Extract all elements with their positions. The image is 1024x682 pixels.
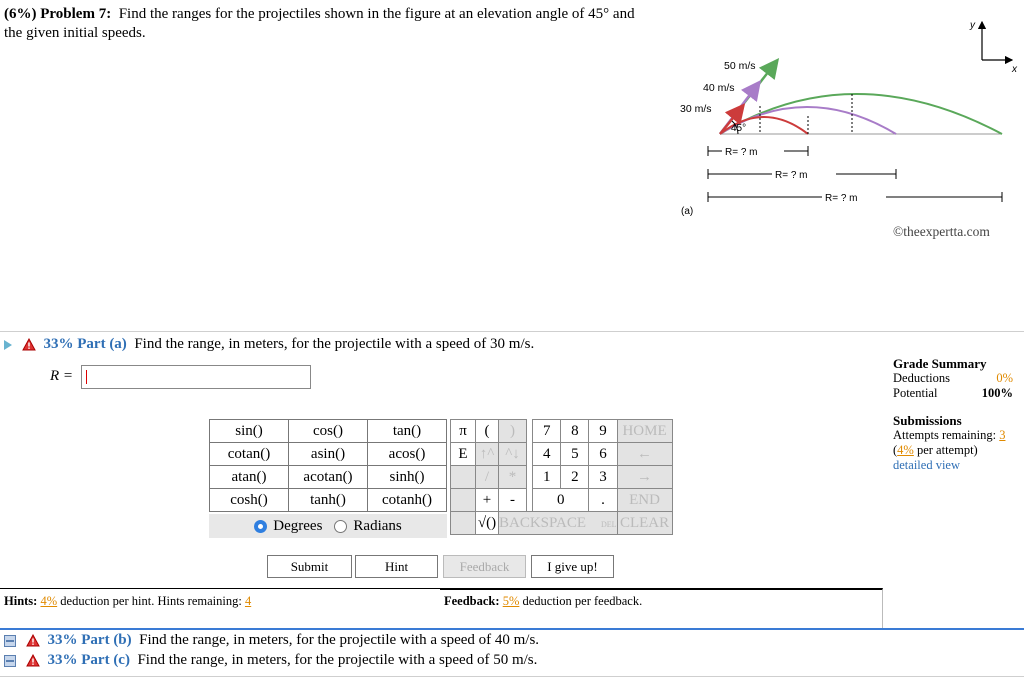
key-sqrt[interactable]: √() <box>476 512 499 535</box>
key-pi[interactable]: π <box>451 420 476 443</box>
per-attempt-label: per attempt) <box>916 443 978 457</box>
feedback-button[interactable]: Feedback <box>443 555 526 578</box>
key-cos[interactable]: cos() <box>289 420 368 443</box>
key-minus[interactable]: - <box>499 489 527 512</box>
watermark: ©theexpertta.com <box>893 224 990 239</box>
potential-value: 100% <box>981 386 1013 400</box>
key-up[interactable]: ↑^ <box>476 443 499 466</box>
problem-statement <box>4 5 644 43</box>
give-up-button[interactable]: I give up! <box>531 555 614 578</box>
warning-icon <box>26 634 40 647</box>
hints-remaining: 4 <box>244 594 252 608</box>
key-cotan[interactable]: cotan() <box>210 443 289 466</box>
range-dimension-30 <box>708 146 808 158</box>
key-tan[interactable]: tan() <box>368 420 447 443</box>
deductions-label: Deductions <box>893 371 950 385</box>
hints-label: Hints: <box>4 594 38 608</box>
part-b-pct: 33% <box>47 632 78 648</box>
key-divide[interactable]: / <box>476 466 499 489</box>
key-left[interactable]: ← <box>617 443 672 466</box>
axes-icon <box>969 20 1018 75</box>
key-3[interactable]: 3 <box>589 466 617 489</box>
key-plus[interactable]: + <box>476 489 499 512</box>
key-down[interactable]: ^↓ <box>499 443 527 466</box>
hints-panel <box>0 588 440 629</box>
attempts-label: Attempts remaining: <box>893 428 997 442</box>
key-lparen[interactable]: ( <box>476 420 499 443</box>
key-0[interactable]: 0 <box>533 489 589 512</box>
collapse-icon[interactable] <box>4 655 16 667</box>
problem-weight: (6%) <box>4 6 37 22</box>
key-cosh[interactable]: cosh() <box>210 489 289 512</box>
key-4[interactable]: 4 <box>533 443 561 466</box>
feedback-panel <box>440 588 883 630</box>
warning-icon <box>26 654 40 667</box>
key-home[interactable]: HOME <box>617 420 672 443</box>
key-clear[interactable]: CLEAR <box>617 512 672 535</box>
projectile-figure <box>676 8 1024 244</box>
part-c-text: Find the range, in meters, for the projectile with a speed of 50 m/s. <box>137 652 538 668</box>
part-a-label: Part (a) <box>77 336 127 352</box>
speed-label-50: 50 m/s <box>724 60 756 72</box>
answer-input[interactable] <box>81 365 311 389</box>
key-rparen[interactable]: ) <box>499 420 527 443</box>
hints-pct: 4% <box>40 594 58 608</box>
axis-y-label: y <box>970 20 975 31</box>
feedback-text: deduction per feedback. <box>522 594 643 608</box>
key-1[interactable]: 1 <box>533 466 561 489</box>
part-a-text: Find the range, in meters, for the projectile with a speed of 30 m/s. <box>134 336 535 352</box>
key-cotanh[interactable]: cotanh() <box>368 489 447 512</box>
panel-label: (a) <box>681 206 694 217</box>
divider <box>0 331 1024 332</box>
key-right[interactable]: → <box>617 466 672 489</box>
key-acos[interactable]: acos() <box>368 443 447 466</box>
problem-label: Problem 7: <box>40 6 112 22</box>
key-tanh[interactable]: tanh() <box>289 489 368 512</box>
key-multiply[interactable]: * <box>499 466 527 489</box>
part-c-header <box>4 652 537 669</box>
key-e[interactable]: E <box>451 443 476 466</box>
range-dimension-40 <box>708 169 896 181</box>
play-icon[interactable] <box>4 340 12 350</box>
submit-button[interactable]: Submit <box>267 555 352 578</box>
problem-text: Find the ranges for the projectiles shown in the figure at an elevation angle of 45° and the given initial speeds. <box>4 6 635 41</box>
calculator-keypad <box>450 419 673 535</box>
key-end[interactable]: END <box>617 489 672 512</box>
key-asin[interactable]: asin() <box>289 443 368 466</box>
part-b-text: Find the range, in meters, for the projectile with a speed of 40 m/s. <box>139 632 540 648</box>
key-9[interactable]: 9 <box>589 420 617 443</box>
key-7[interactable]: 7 <box>533 420 561 443</box>
angle-label: 45° <box>731 123 747 134</box>
detailed-view-link[interactable]: detailed view <box>893 458 960 472</box>
feedback-pct: 5% <box>502 594 520 608</box>
answer-variable: R = <box>50 368 74 384</box>
part-a-header <box>4 336 534 353</box>
text-cursor <box>86 370 87 384</box>
attempts-value: 3 <box>999 428 1006 442</box>
key-acotan[interactable]: acotan() <box>289 466 368 489</box>
hint-button[interactable]: Hint <box>355 555 438 578</box>
range-label-30: R= ? m <box>725 147 758 158</box>
key-backspace[interactable]: BACKSPACE DEL <box>499 512 618 535</box>
per-attempt-pct: 4% <box>897 443 914 457</box>
warning-icon <box>22 338 36 351</box>
radians-radio[interactable] <box>334 520 347 533</box>
calculator-functions <box>209 419 447 512</box>
key-sin[interactable]: sin() <box>210 420 289 443</box>
range-dimension-50 <box>708 192 1002 204</box>
degrees-radio[interactable] <box>254 520 267 533</box>
key-sinh[interactable]: sinh() <box>368 466 447 489</box>
part-b-label: Part (b) <box>81 632 132 648</box>
potential-label: Potential <box>893 386 938 400</box>
submissions-title: Submissions <box>893 413 962 428</box>
range-label-50: R= ? m <box>825 193 858 204</box>
degrees-label: Degrees <box>273 517 323 534</box>
part-b-header <box>4 632 539 649</box>
key-6[interactable]: 6 <box>589 443 617 466</box>
speed-label-30: 30 m/s <box>680 103 712 115</box>
deductions-value: 0% <box>996 371 1013 385</box>
key-del: DEL <box>600 519 617 529</box>
part-a-pct: 33% <box>43 336 74 352</box>
speed-label-40: 40 m/s <box>703 82 735 94</box>
collapse-icon[interactable] <box>4 635 16 647</box>
key-8[interactable]: 8 <box>561 420 589 443</box>
angle-mode-selector <box>209 514 447 538</box>
divider <box>0 676 1024 677</box>
key-5[interactable]: 5 <box>561 443 589 466</box>
part-c-label: Part (c) <box>81 652 130 668</box>
grade-summary: Grade Summary Deductions 0% Potential 100% Submissions Attempts remaining: 3 (4% per attempt) detailed view <box>893 356 1013 472</box>
radians-label: Radians <box>353 517 402 534</box>
divider <box>0 628 1024 630</box>
range-label-40: R= ? m <box>775 170 808 181</box>
key-dot[interactable]: . <box>589 489 617 512</box>
key-atan[interactable]: atan() <box>210 466 289 489</box>
feedback-label: Feedback: <box>444 594 500 608</box>
grade-summary-title: Grade Summary <box>893 356 987 371</box>
key-2[interactable]: 2 <box>561 466 589 489</box>
hints-text: deduction per hint. Hints remaining: <box>60 594 242 608</box>
axis-x-label: x <box>1012 64 1017 75</box>
part-c-pct: 33% <box>47 652 78 668</box>
